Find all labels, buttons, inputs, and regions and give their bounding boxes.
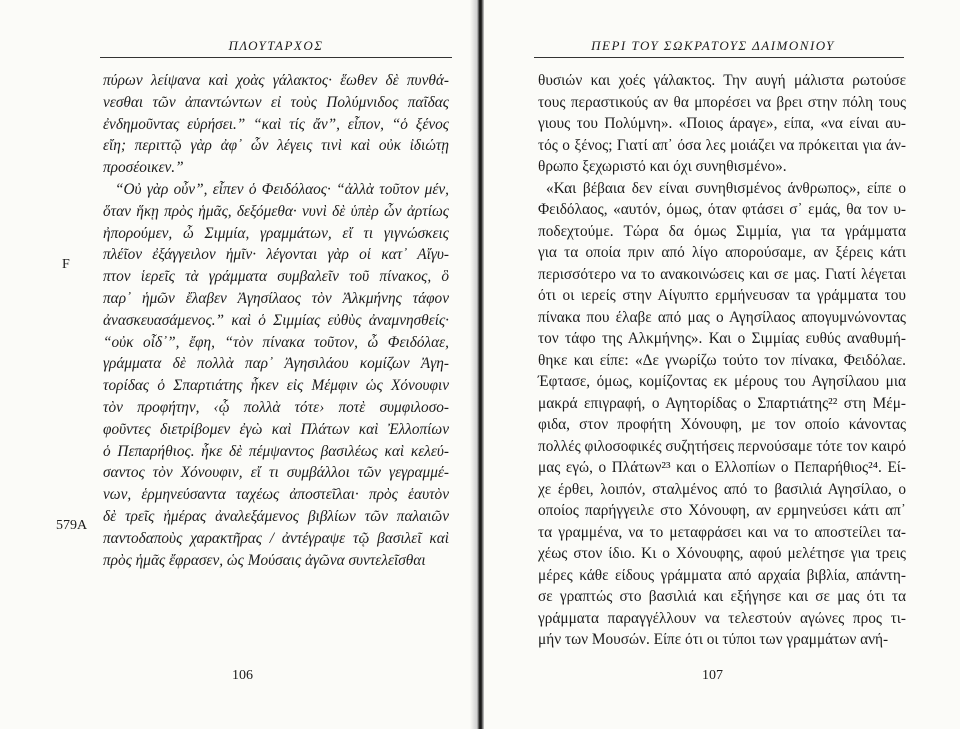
text-line: χέως στον ίδιο. Κι ο Χόνουφης, αφού μελέτησε για τρεις (538, 545, 906, 562)
text-line: νεσθαι τῶν ἀπαντώντων εἰ τοὺς Πολύμνιδος παῖδας (103, 93, 449, 111)
text-line: πύρων λείψανα καὶ χοὰς γάλακτος· ἕωθεν δὲ πυνθά- (103, 72, 449, 89)
text-line: παντοδαποὺς χαρακτῆρας / ἀντέγραψε τῷ βασιλεῖ καὶ (103, 529, 449, 547)
margin-stephanus-ref: 579A (56, 518, 88, 533)
text-line: τους περαστικούς αν θα μπορέσει να βρει στην πόλη τους (538, 93, 906, 111)
text-line: ἀνασκευασάμενος.” καὶ ὁ Σιμμίας εὐθὺς ἀναμνησθείς· (103, 311, 449, 329)
text-line: χε έρθει, λοιπόν, σταλμένος από το βασιλιά Αγησίλαο, ο (538, 480, 906, 498)
text-line: «Και βέβαια δεν είναι συνηθισμένος άνθρωπος», είπε ο (546, 179, 906, 197)
text-line: οποίος παρήγγειλε στο Χόνουφη, αν ερμηνεύσει κάτι απ᾽ (538, 502, 906, 519)
text-line: ποδεχτούμε. Τώρα δα όμως Σιμμία, για τα γράμματα (538, 222, 906, 240)
text-line: γράμματα δὲ πολλὰ παρ᾽ Ἀγησιλάου κομίζων Ἀγη- (103, 355, 449, 373)
header-rule-right (534, 57, 904, 58)
text-line: παρ᾽ ἡμῶν ἔλαβεν Ἀγησίλαος τὸν Ἀλκμήνης τάφον (103, 289, 449, 307)
text-line: προσέοικεν.” (103, 159, 184, 177)
text-line: τον τάφο της Αλκμήνης». Και ο Σιμμίας ευθύς αναθυμή- (538, 330, 906, 347)
text-line: πρὸς ἡμᾶς ἔφρασεν, ὡς Μούσαις ἀγῶνα συντελεῖσθαι (103, 551, 426, 569)
modern-greek-translation-text (538, 70, 906, 651)
text-line: πίνακα που έλαβε από μας ο Αγησίλαος απογυμνώνοντας (538, 308, 906, 326)
running-head-left: ΠΛΟΥΤΑΡΧΟΣ (228, 38, 324, 53)
text-line: μας εγώ, ο Πλάτων²³ και ο Ελλοπίων ο Πεπαρήθιος²⁴. Εί- (538, 459, 906, 476)
right-page (484, 0, 960, 729)
text-line: θυσιών και χοές γάλακτος. Την αυγή μάλιστα ρωτούσε (538, 72, 906, 89)
text-line: εἴη; περιττῷ γὰρ ἀφ᾽ ὧν λέγεις τινὶ καὶ οὐκ ἰδιώτῃ (103, 137, 449, 155)
text-line: μακρά επιγραφή, ο Αγητορίδας ο Σπαρτιάτης²² στη Μέμ- (538, 394, 906, 412)
text-line: ὁ Πεπαρήθιος. ἧκε δὲ πέμψαντος βασιλέως καὶ κελεύ- (103, 442, 449, 460)
text-line: πλέῖον ἐξάγγειλον ἡμῖν· λέγονται γὰρ οἱ κατ᾽ Αἴγυ- (103, 246, 449, 264)
margin-section-letter: F (62, 257, 70, 272)
text-line: ἐνδημοῦντας εὑρήσει.” “καὶ τίς ἄν”, εἶπον, “ὁ ξένος (103, 115, 449, 133)
greek-original-text (103, 70, 449, 571)
text-line: γιους του Πολύμνη». «Ποιος άραγε», είπα, «να είναι αυ- (538, 115, 906, 132)
text-line: περισσότερο να το ανακοινώσεις και σε μας. Γιατί λέγεται (538, 265, 906, 283)
page-number-right: 107 (702, 668, 723, 683)
text-line: “Οὐ γὰρ οὖν”, εἶπεν ὁ Φειδόλαος· “ἀλλὰ τοῦτον μέν, (115, 180, 449, 198)
text-line: θρωπο ξεχωριστό και όχι συνηθισμένο». (538, 158, 787, 175)
text-line: τὸν προφήτην, ‹ᾧ πολλὰ τότε› ποτὲ συμφιλοσο- (103, 398, 449, 416)
text-line: για τα οποία πριν από λίγο απορούσαμε, αν ξέρεις κάτι (538, 244, 906, 261)
text-line: μήν των Μουσών. Είπε ότι οι τύποι των γραμμάτων ανή- (538, 631, 889, 648)
text-line: ότι οι ιερείς στην Αίγυπτο ερμήνευσαν τα γράμματα του (538, 287, 906, 304)
text-line: γράμματα παραγγέλλουν να τελεστούν αγώνες προς τι- (538, 609, 906, 627)
text-line: δὲ τρεῖς ἡμέρας ἀναλεξάμενος βιβλίων τῶν παλαιῶν (103, 507, 449, 525)
running-head-right: ΠΕΡΙ ΤΟΥ ΣΩΚΡΑΤΟΥΣ ΔΑΙΜΟΝΙΟΥ (591, 38, 835, 53)
text-line: Φειδόλαος, «αυτόν, όμως, όταν φτάσει σ᾽ εμάς, θα τον υ- (538, 201, 906, 218)
text-line: τός ο ξένος; Γιατί απ᾽ όσα λες μοιάζει να πρόκειται για άν- (538, 136, 906, 154)
left-page (0, 0, 478, 729)
text-line: πτον ἱερεῖς τὰ γράμματα συμβαλεῖν τοῦ πίνακος, ὃ (103, 268, 449, 286)
text-line: Έφτασε, όμως, κομίζοντας εκ μέρους του Αγησίλαου μια (538, 373, 906, 390)
page-number-left: 106 (232, 668, 253, 683)
text-line: φιδα, στον προφήτη Χόνουφη, με τον οποίο κάνοντας (538, 416, 906, 433)
text-line: φοῦντες διετρίβομεν ἐγὼ καὶ Πλάτων καὶ Ἐλλοπίων (103, 420, 449, 438)
text-line: σαντος τὸν Χόνουφιν, εἴ τι συμβάλλοι τῶν γεγραμμέ- (103, 464, 449, 482)
text-line: νων, ἑρμηνεύσαντα ταχέως ἀποστεῖλαι· πρὸς ἑαυτὸν (103, 486, 449, 504)
text-line: τορίδας ὁ Σπαρτιάτης ἧκεν εἰς Μέμφιν ὡς Χόνουφιν (103, 377, 449, 395)
text-line: ἠπορούμεν, ὦ Σιμμία, γραμμάτων, εἴ τι γιγνώσκεις (103, 224, 449, 242)
text-line: πολλές φιλοσοφικές συζητήσεις περνούσαμε τότε τον καιρό (538, 437, 907, 455)
text-line: τα γραμμένα, να το μεταφράσει και να το αποστείλει τα- (538, 523, 906, 541)
text-line: μέρες κάθε είδους γράμματα από αρχαία βιβλία, απάντη- (538, 566, 906, 584)
text-line: θηκε και είπε: «Δε γνωρίζω τούτο τον πίνακα, Φειδόλαε. (538, 351, 906, 369)
header-rule-left (100, 57, 452, 58)
text-line: ὅταν ἥκῃ πρὸς ἡμᾶς, δεξόμεθα· νυνὶ δὲ ὑπὲρ ὧν ἀρτίως (103, 202, 449, 220)
text-line: σε γραπτώς στο βασιλιά και εξήγησε και σε μας ότι τα (538, 588, 906, 605)
text-line: “οὐκ οἶδ᾽”, ἔφη, “τὸν πίνακα τοῦτον, ὦ Φειδόλαε, (103, 333, 449, 351)
